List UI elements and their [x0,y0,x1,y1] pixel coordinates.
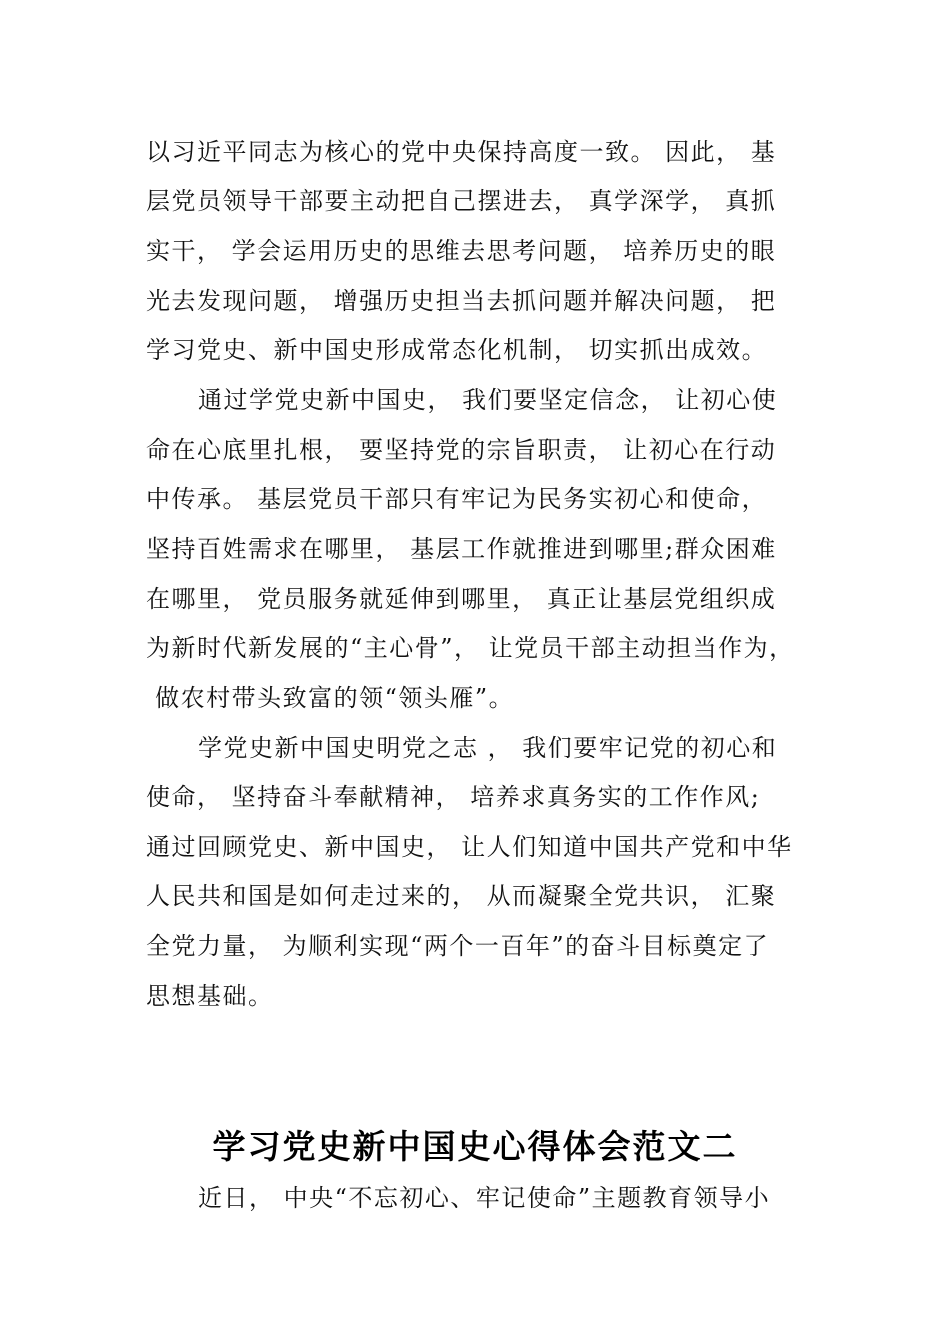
paragraph-3-line-6: 思想基础。 [146,982,274,1010]
paragraph-1-line-5: 学习党史、新中国史形成常态化机制， 切实抓出成效。 [146,336,768,364]
paragraph-1-line-4: 光去发现问题， 增强历史担当去抓问题并解决问题， 把 [146,287,777,315]
paragraph-3-line-3: 通过回顾党史、新中国史， 让人们知道中国共产党和中华 [146,833,793,861]
paragraph-3-line-1: 学党史新中国史明党之志 ， 我们要牢记党的初心和 [198,734,778,762]
paragraph-2-line-3: 中传承。 基层党员干部只有牢记为民务实初心和使命， [146,485,768,513]
paragraph-2-line-5: 在哪里， 党员服务就延伸到哪里， 真正让基层党组织成 [146,585,777,613]
paragraph-2-line-1: 通过学党史新中国史， 我们要坚定信念， 让初心使 [198,386,778,414]
paragraph-1-line-3: 实干， 学会运用历史的思维去思考问题， 培养历史的眼 [146,237,777,265]
paragraph-1-line-1: 以习近平同志为核心的党中央保持高度一致。 因此， 基 [146,138,777,166]
last-paragraph-line-1: 近日， 中央“不忘初心、牢记使命”主题教育领导小 [198,1184,771,1212]
paragraph-3-line-4: 人民共和国是如何走过来的， 从而凝聚全党共识， 汇聚 [146,882,777,910]
paragraph-2-line-6: 为新时代新发展的“主心骨”， 让党员干部主动担当作为， [146,634,795,662]
section-heading: 学习党史新中国史心得体会范文二 [212,1127,738,1166]
paragraph-1-line-2: 层党员领导干部要主动把自己摆进去， 真学深学， 真抓 [146,187,777,215]
paragraph-2-line-7: 做农村带头致富的领“领头雁”。 [146,684,515,712]
paragraph-3-line-5: 全党力量， 为顺利实现“两个一百年”的奋斗目标奠定了 [146,932,770,960]
paragraph-3-line-2: 使命， 坚持奋斗奉献精神， 培养求真务实的工作作风; [146,783,761,811]
paragraph-2-line-2: 命在心底里扎根， 要坚持党的宗旨职责， 让初心在行动 [146,436,777,464]
paragraph-2-line-4: 坚持百姓需求在哪里， 基层工作就推进到哪里;群众困难 [146,535,777,563]
